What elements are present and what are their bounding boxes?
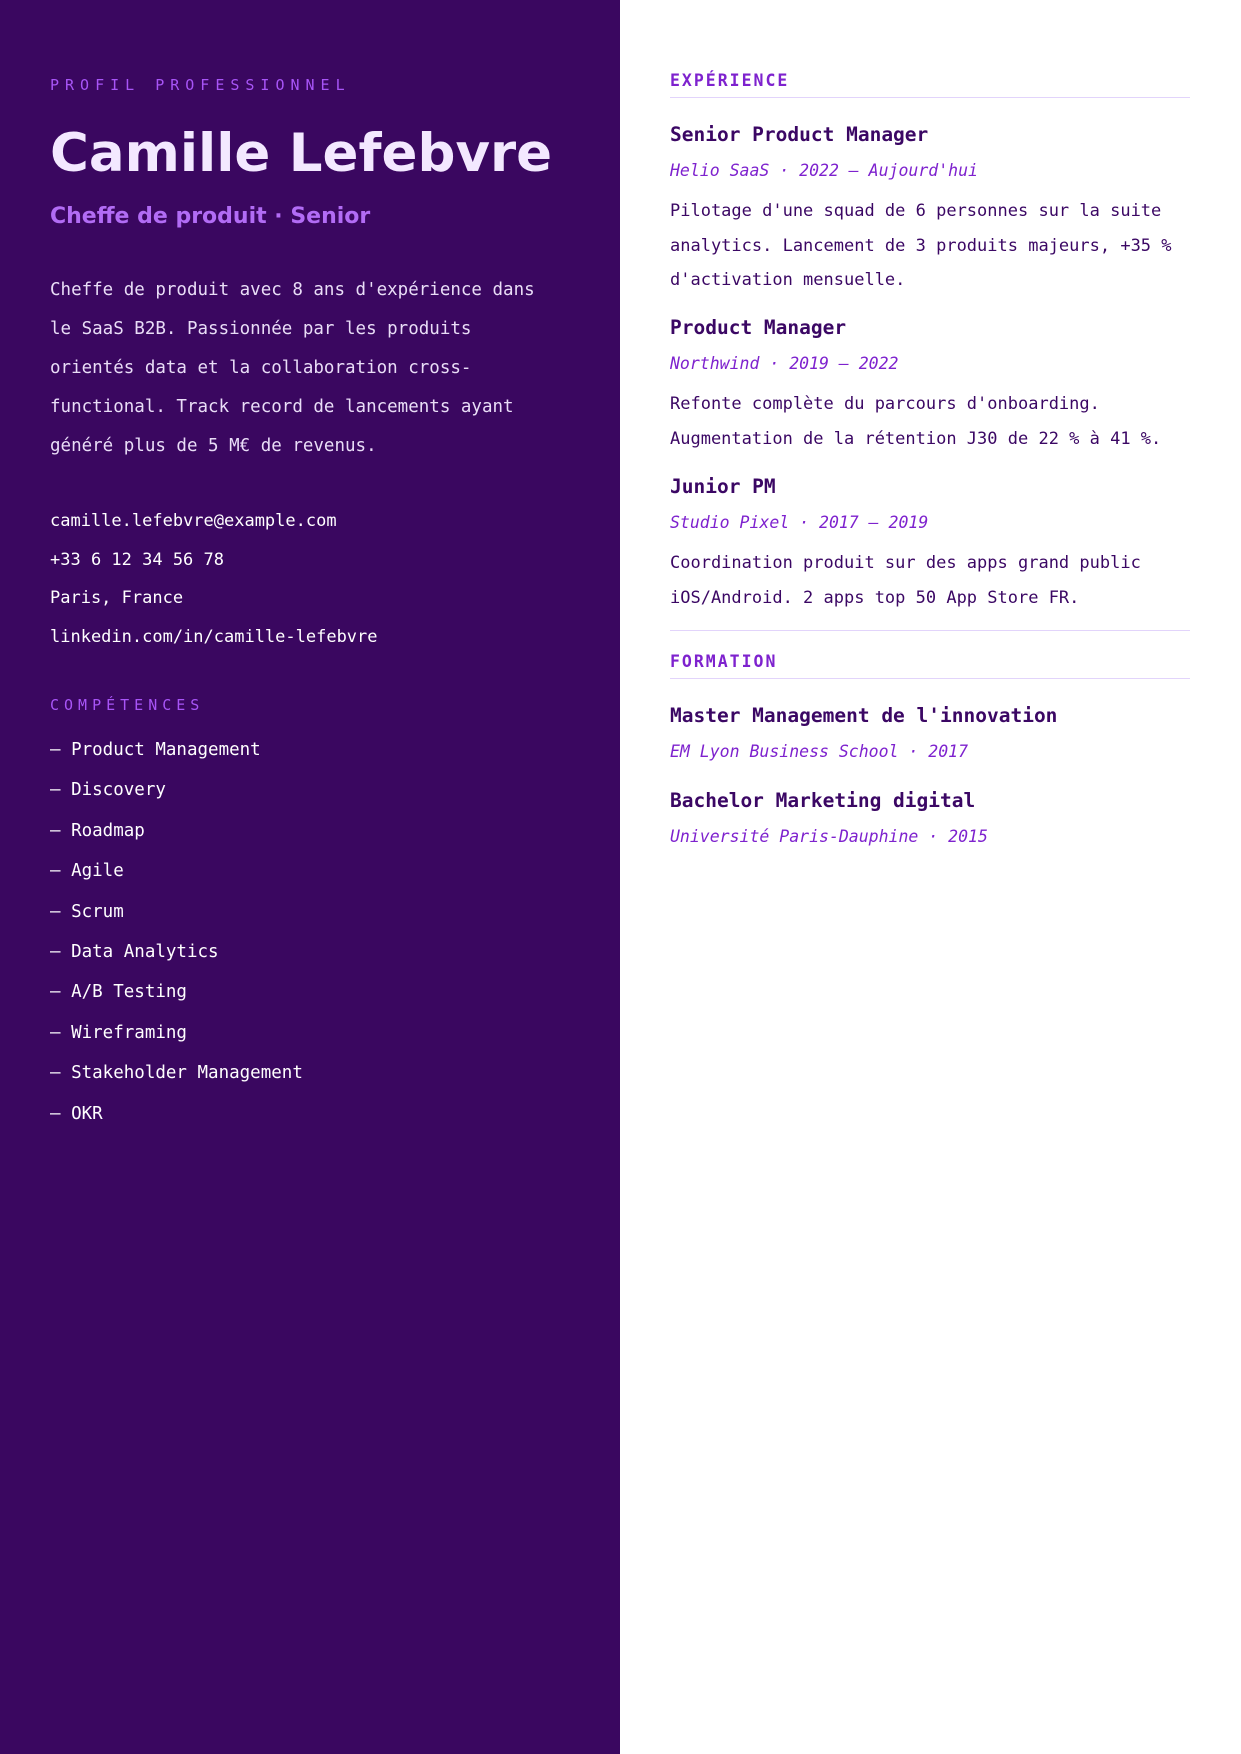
entry-title: Bachelor Marketing digital (670, 789, 976, 812)
education-heading: FORMATION (670, 650, 1190, 679)
sidebar (0, 0, 620, 1754)
entry-description: Pilotage d'une squad de 6 personnes sur la suite analytics. Lancement de 3 produits majeurs, +35 % d'activation mensuelle. (670, 201, 1172, 290)
skill-item: — Scrum (50, 901, 124, 922)
entry-meta: Université Paris-Dauphine · 2015 (670, 827, 988, 846)
contact-phone[interactable]: +33 6 12 34 56 78 (50, 549, 224, 570)
skills-heading: COMPÉTENCES (50, 696, 205, 714)
section-divider (670, 630, 1190, 631)
skill-item: — OKR (50, 1103, 103, 1124)
contact-location: Paris, France (50, 588, 184, 608)
skill-item: — Stakeholder Management (50, 1063, 303, 1084)
skill-item: — Agile (50, 861, 124, 882)
skill-item: — Discovery (50, 780, 166, 801)
skill-item: — Data Analytics (50, 941, 219, 962)
entry-meta: Studio Pixel · 2017 — 2019 (670, 513, 929, 532)
entry-description: Coordination produit sur des apps grand public iOS/Android. 2 apps top 50 App Store FR. (670, 553, 1141, 608)
skill-item: — Roadmap (50, 820, 145, 841)
entry-title: Product Manager (670, 316, 847, 339)
entry-description: Refonte complète du parcours d'onboarding. Augmentation de la rétention J30 de 22 % à 41 %. (670, 394, 1162, 449)
candidate-role: Cheffe de produit · Senior (50, 204, 371, 229)
contact-linkedin[interactable]: linkedin.com/in/camille-lefebvre (50, 626, 378, 647)
entry-title: Master Management de l'innovation (670, 704, 1058, 727)
profile-eyebrow: PROFIL PROFESSIONNEL (50, 76, 351, 94)
candidate-name: Camille Lefebvre (50, 123, 553, 184)
skills-list (50, 730, 303, 1134)
skill-item: — Wireframing (50, 1022, 187, 1043)
skill-item: — A/B Testing (50, 982, 187, 1003)
entry-meta: EM Lyon Business School · 2017 (670, 742, 969, 761)
contact-list (50, 502, 378, 656)
profile-summary: Cheffe de produit avec 8 ans d'expérience dans le SaaS B2B. Passionnée par les produits orientés data et la collaboration cross-functional. Track record de lancements ayant généré plus de 5 M€ de revenus. (50, 280, 535, 456)
experience-heading: EXPÉRIENCE (670, 69, 1190, 98)
entry-title: Junior PM (670, 475, 776, 498)
entry-meta: Helio SaaS · 2022 — Aujourd'hui (670, 161, 978, 180)
entry-title: Senior Product Manager (670, 123, 929, 146)
contact-email[interactable]: camille.lefebvre@example.com (50, 511, 337, 531)
entry-meta: Northwind · 2019 — 2022 (670, 354, 899, 373)
skill-item: — Product Management (50, 740, 261, 760)
